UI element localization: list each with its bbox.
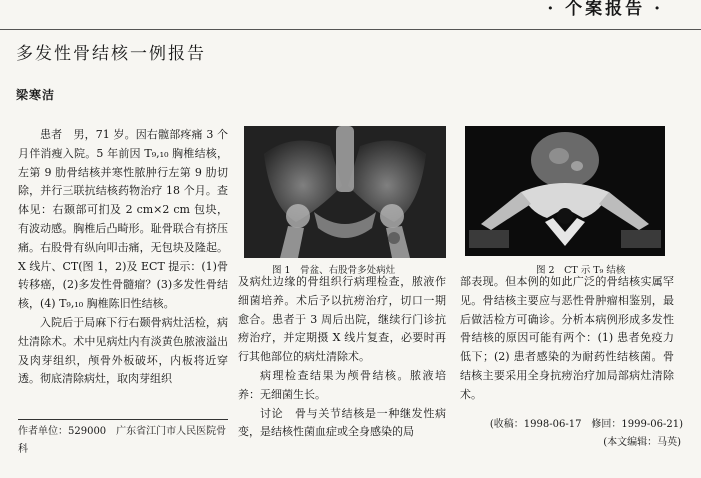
ct-scan-image [465, 126, 665, 256]
discussion-continued-paragraph: 部表现。但本例的如此广泛的骨结核实属罕见。骨结核主要应与恶性骨肿瘤相鉴别，最后做活检方可确诊。分析本病例形成多发性骨结核的原因可能有两个：(1) 患者免疫力低下；(2) 患者感染的为耐药性结核菌。骨结核主要采用全身抗痨治疗加局部病灶清除术。 [460, 275, 674, 401]
figure-1-caption: 图 1 骨盆、右股骨多处病灶 [272, 265, 396, 276]
editor-note: (本文编辑：马英) [603, 437, 681, 448]
figure-1-pelvis-xray [244, 126, 446, 258]
discussion-paragraph: 讨论 骨与关节结核是一种继发性病变，是结核性菌血症或全身感染的局 [238, 406, 446, 439]
footnote-rule [18, 419, 228, 420]
section-tag: · 个案报告 · [547, 0, 663, 19]
body-column-2 [238, 273, 446, 442]
header-rule [0, 29, 701, 30]
treatment-paragraph: 及病灶边缘的骨组织行病理检查，脓液作细菌培养。术后予以抗痨治疗，切口一期愈合。患者于 3 周后出院，继续行门诊抗痨治疗，并定期摄 X 线片复查，必要时再行其他部位的病灶清除术。 [238, 275, 446, 364]
body-column-1 [18, 126, 228, 389]
author-affiliation: 作者单位：529000 广东省江门市人民医院骨科 [18, 426, 227, 455]
author-name: 梁寒洁 [16, 88, 56, 102]
case-history-paragraph: 患者 男，71 岁。因右髋部疼痛 3 个月伴消瘦入院。5 年前因 T₉,₁₀ 胸椎结核，左第 9 肋骨结核并寒性脓肿行左第 9 肋切除，并行三联抗结核药物治疗 18 个月。查体见：右颞部可扪及 2 cm×2 cm 包块，有波动感。胸椎后凸畸形。耻骨联合有挤压痛。右股骨有纵向叩击痛，无包块及隆起。X 线片、CT(图 1，2)及 ECT 提示：(1)骨转移癌，(2)多发性骨髓瘤？(3)多发性骨结核，(4) T₉,₁₀ 胸椎陈旧性结核。 [18, 128, 228, 311]
article-title: 多发性骨结核一例报告 [16, 44, 206, 64]
pelvis-xray-image [244, 126, 446, 258]
figure-2-caption: 图 2 CT 示 T₉ 结核 [536, 265, 626, 276]
received-dates: (收稿：1998-06-17 修回：1999-06-21) [489, 419, 683, 430]
surgery-paragraph: 入院后于局麻下行右颞骨病灶活检，病灶清除术。术中见病灶内有淡黄色脓液溢出及肉芽组织，颅骨外板破坏，内板将近穿透。彻底清除病灶，取肉芽组织 [18, 315, 228, 386]
figure-2-ct-scan [465, 126, 665, 256]
body-column-3 [460, 273, 674, 405]
pathology-paragraph: 病理检查结果为颅骨结核。脓液培养：无细菌生长。 [238, 368, 446, 401]
